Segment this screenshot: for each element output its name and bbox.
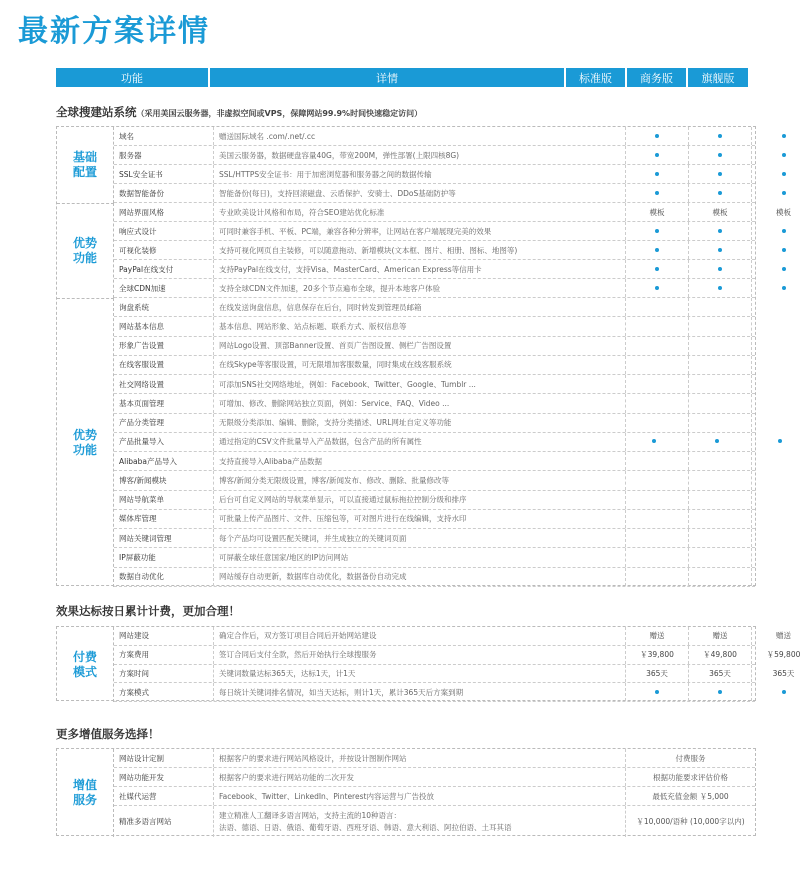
plan-cell-std	[626, 260, 689, 278]
plan-cell-std	[626, 683, 689, 701]
table-row	[114, 433, 755, 452]
table-row	[114, 317, 755, 336]
included-dot-icon	[655, 191, 659, 195]
feature-name: 产品分类管理	[114, 414, 214, 432]
feature-detail: 无限级分类添加、编辑、删除，支持分类描述、URL网址自定义等功能	[214, 414, 626, 432]
table-row	[114, 787, 755, 806]
feature-name: 产品批量导入	[114, 433, 214, 451]
included-dot-icon	[718, 172, 722, 176]
header-detail: 详情	[210, 68, 564, 87]
value-table	[56, 748, 756, 836]
table-row	[114, 298, 755, 317]
service-name: 网站设计定制	[114, 749, 214, 767]
plan-cell-flag: 模板	[776, 207, 791, 217]
feature-detail: 后台可自定义网站的导航菜单显示，可以直接通过鼠标拖拉控制分级和排序	[214, 491, 626, 509]
feature-detail: 每个产品均可设置匹配关键词，并生成独立的关键词页面	[214, 529, 626, 547]
page-title: 最新方案详情	[18, 14, 210, 49]
table-row	[114, 529, 755, 548]
included-dot-icon	[718, 134, 722, 138]
group-label: 增值 服务	[57, 749, 114, 837]
plan-cell-biz	[689, 491, 752, 509]
included-dot-icon	[655, 690, 659, 694]
feature-detail: 支持直接导入Alibaba产品数据	[214, 452, 626, 470]
feature-name: 方案费用	[114, 646, 214, 664]
table-row	[114, 356, 755, 375]
feature-name: 网站建设	[114, 627, 214, 645]
feature-detail: 智能备份(每日)，支持回滚磁盘、云盾保护、安骑士、DDoS基础防护等	[214, 184, 626, 202]
feature-name: 网站基本信息	[114, 317, 214, 335]
table-row	[114, 749, 755, 768]
group-label: 优势 功能	[57, 203, 114, 298]
plan-cell-std	[626, 317, 689, 335]
pay-table	[56, 626, 800, 701]
table-row	[114, 452, 755, 471]
feature-detail: 在线Skype等客服设置，可无限增加客服数量，同时集成在线客服系统	[214, 356, 626, 374]
plan-cell-biz	[689, 394, 752, 412]
plan-cell-std	[626, 222, 689, 240]
feature-detail: 可同时兼容手机、平板、PC端，兼容各种分辨率，让网站在客户端展现完美的效果	[214, 222, 626, 240]
plan-cell-flag	[752, 317, 800, 335]
included-dot-icon	[782, 267, 786, 271]
feature-name: SSL安全证书	[114, 165, 214, 183]
table-row	[114, 683, 755, 702]
plan-cell-std	[626, 548, 689, 566]
section-title-pay: 效果达标按日累计计费，更加合理！	[56, 604, 240, 618]
table-row	[114, 627, 791, 646]
table-row	[114, 414, 755, 433]
plan-cell-biz	[689, 548, 752, 566]
feature-detail: 可增加、修改、删除网站独立页面，例如：Service、FAQ、Video ...	[214, 394, 626, 412]
feature-detail: 可屏蔽全球任意国家/地区的IP访问网站	[214, 548, 626, 566]
system-table	[56, 126, 791, 586]
table-header	[56, 68, 756, 87]
feature-detail: 支持全球CDN文件加速，20多个节点遍布全球，提升本地客户体验	[214, 279, 626, 297]
plan-cell-biz	[689, 184, 752, 202]
feature-name: 方案时间	[114, 665, 214, 683]
feature-detail: 基本信息、网站形象、站点标题、联系方式、版权信息等	[214, 317, 626, 335]
plan-cell-flag: 赠送	[776, 631, 791, 641]
table-row	[114, 184, 755, 203]
plan-cell-biz	[689, 337, 752, 355]
feature-detail: 网站缓存自动更新，数据库自动优化，数据备份自动完成	[214, 568, 626, 586]
plan-cell-biz	[689, 683, 752, 701]
plan-cell-biz	[689, 375, 752, 393]
feature-name: 服务器	[114, 146, 214, 164]
feature-name: 域名	[114, 127, 214, 145]
table-row	[114, 127, 755, 146]
included-dot-icon	[718, 229, 722, 233]
included-dot-icon	[782, 248, 786, 252]
table-row	[114, 491, 755, 510]
feature-name: 方案模式	[114, 683, 214, 701]
plan-cell-std	[626, 184, 689, 202]
feature-name: 形象广告设置	[114, 337, 214, 355]
service-price: ￥10,000/语种 (10,000字以内)	[636, 817, 745, 826]
included-dot-icon	[655, 248, 659, 252]
included-dot-icon	[655, 286, 659, 290]
group-label: 优势 功能	[57, 298, 114, 587]
included-dot-icon	[718, 286, 722, 290]
feature-name: 网站关键词管理	[114, 529, 214, 547]
table-row	[114, 665, 795, 684]
plan-cell-flag	[752, 433, 800, 451]
included-dot-icon	[718, 267, 722, 271]
feature-detail: 确定合作后，双方签订项目合同后开始网站建设	[214, 627, 626, 645]
included-dot-icon	[655, 172, 659, 176]
table-row	[114, 337, 755, 356]
feature-name: 网站界面风格	[114, 203, 214, 221]
table-row	[114, 806, 755, 837]
feature-name: 响应式设计	[114, 222, 214, 240]
included-dot-icon	[782, 172, 786, 176]
plan-cell-biz: 365天	[689, 665, 752, 683]
plan-cell-flag	[752, 491, 800, 509]
table-row	[114, 279, 755, 298]
plan-cell-flag	[752, 184, 800, 202]
plan-cell-flag	[752, 222, 800, 240]
service-detail: Facebook、Twitter、LinkedIn、Pinterest内容运营与广告投放	[214, 787, 626, 805]
feature-detail: 网站Logo设置、顶部Banner设置、首页广告图设置、侧栏广告图设置	[214, 337, 626, 355]
table-row	[114, 165, 755, 184]
feature-detail: 博客/新闻分类无限级设置，博客/新闻发布、修改、删除、批量修改等	[214, 471, 626, 489]
included-dot-icon	[655, 267, 659, 271]
plan-cell-biz	[689, 165, 752, 183]
table-row	[114, 768, 755, 787]
service-detail-line2: 法语、德语、日语、俄语、葡萄牙语、西班牙语、韩语、意大利语、阿拉伯语、土耳其语	[219, 822, 512, 832]
feature-name: IP屏蔽功能	[114, 548, 214, 566]
included-dot-icon	[652, 439, 656, 443]
feature-name: 询盘系统	[114, 298, 214, 316]
section-title-text: 全球搜建站系统	[56, 105, 137, 119]
table-row	[114, 510, 755, 529]
service-name: 精准多语言网站	[114, 806, 214, 837]
service-detail: 根据客户的要求进行网站风格设计，并按设计图制作网站	[214, 749, 626, 767]
plan-cell-flag	[752, 165, 800, 183]
feature-name: 全球CDN加速	[114, 279, 214, 297]
included-dot-icon	[718, 690, 722, 694]
plan-cell-biz	[689, 317, 752, 335]
table-row	[114, 646, 800, 665]
plan-cell-biz	[689, 127, 752, 145]
table-row	[114, 203, 791, 222]
plan-cell-std: 赠送	[626, 627, 689, 645]
plan-cell-std	[626, 471, 689, 489]
plan-cell-std	[626, 568, 689, 586]
service-detail: 根据客户的要求进行网站功能的二次开发	[214, 768, 626, 786]
plan-cell-flag	[752, 568, 800, 586]
plan-cell-biz	[689, 222, 752, 240]
plan-cell-std	[626, 433, 689, 451]
table-row	[114, 222, 755, 241]
plan-cell-biz	[689, 279, 752, 297]
included-dot-icon	[718, 191, 722, 195]
plan-cell-std	[626, 375, 689, 393]
section-note: （采用美国云服务器，非虚拟空间或VPS，保障网站99.9%时间快速稳定访问）	[136, 109, 423, 118]
feature-name: 数据自动优化	[114, 568, 214, 586]
group-label: 基础 配置	[57, 127, 114, 203]
plan-cell-std	[626, 510, 689, 528]
plan-cell-std	[626, 165, 689, 183]
service-detail	[214, 806, 626, 837]
plan-cell-biz	[689, 568, 752, 586]
feature-detail: 赠送国际域名 .com/.net/.cc	[214, 127, 626, 145]
feature-name: 在线客服设置	[114, 356, 214, 374]
plan-cell-flag	[752, 337, 800, 355]
plan-cell-flag	[752, 414, 800, 432]
plan-cell-std	[626, 529, 689, 547]
plan-cell-biz	[689, 529, 752, 547]
plan-cell-flag	[752, 146, 800, 164]
table-row	[114, 471, 755, 490]
included-dot-icon	[782, 286, 786, 290]
plan-cell-std: ￥39,800	[626, 646, 689, 664]
plan-cell-flag	[752, 375, 800, 393]
plan-cell-biz	[689, 433, 752, 451]
plan-cell-std	[626, 241, 689, 259]
plan-cell-std	[626, 146, 689, 164]
plan-cell-biz	[689, 146, 752, 164]
plan-cell-flag: ￥59,800	[766, 650, 800, 660]
feature-detail: 在线发送询盘信息，信息保存在后台，同时转发到管理员邮箱	[214, 298, 626, 316]
plan-cell-std: 模板	[626, 203, 689, 221]
included-dot-icon	[778, 439, 782, 443]
included-dot-icon	[718, 248, 722, 252]
feature-detail: 每日统计关键词排名情况，如当天达标，则计1天，累计365天后方案到期	[214, 683, 626, 701]
plan-cell-flag	[752, 241, 800, 259]
feature-name: 媒体库管理	[114, 510, 214, 528]
plan-cell-std	[626, 279, 689, 297]
header-business: 商务版	[627, 68, 686, 87]
table-row	[114, 548, 755, 567]
plan-cell-flag	[752, 529, 800, 547]
feature-detail: 可批量上传产品图片、文件、压缩包等，可对图片进行在线编辑，支持水印	[214, 510, 626, 528]
service-price: 付费服务	[675, 753, 706, 763]
feature-name: 数据智能备份	[114, 184, 214, 202]
feature-detail: 关键词数量达标365天，达标1天，计1天	[214, 665, 626, 683]
plan-cell-flag	[752, 394, 800, 412]
feature-detail: 支持可视化网页自主装修，可以随意拖动、新增模块(文本框、图片、相册、图标、地图等)	[214, 241, 626, 259]
included-dot-icon	[655, 229, 659, 233]
feature-name: 社交网络设置	[114, 375, 214, 393]
service-price: 根据功能要求评估价格	[653, 772, 728, 782]
plan-cell-biz	[689, 260, 752, 278]
included-dot-icon	[655, 153, 659, 157]
plan-cell-biz: 模板	[689, 203, 752, 221]
table-row	[114, 146, 755, 165]
plan-cell-flag	[752, 683, 800, 701]
table-row	[114, 260, 755, 279]
plan-cell-std: 365天	[626, 665, 689, 683]
plan-cell-flag	[752, 452, 800, 470]
plan-cell-std	[626, 337, 689, 355]
feature-detail: SSL/HTTPS安全证书：用于加密浏览器和服务器之间的数据传输	[214, 165, 626, 183]
header-standard: 标准版	[566, 68, 625, 87]
table-row	[114, 394, 755, 413]
plan-cell-flag	[752, 356, 800, 374]
plan-cell-flag: 365天	[772, 668, 795, 678]
plan-cell-biz	[689, 510, 752, 528]
plan-cell-std	[626, 298, 689, 316]
feature-name: 博客/新闻模块	[114, 471, 214, 489]
section-title-value: 更多增值服务选择！	[56, 727, 160, 741]
plan-cell-flag	[752, 298, 800, 316]
feature-name: 基本页面管理	[114, 394, 214, 412]
feature-name: PayPal在线支付	[114, 260, 214, 278]
feature-detail: 通过指定的CSV文件批量导入产品数据，包含产品的所有属性	[214, 433, 626, 451]
plan-cell-biz: 赠送	[689, 627, 752, 645]
feature-detail: 美国云服务器，数据硬盘容量40G，带宽200M，弹性部署(上限四核8G)	[214, 146, 626, 164]
plan-cell-flag	[752, 279, 800, 297]
plan-cell-flag	[752, 510, 800, 528]
table-row	[114, 241, 755, 260]
service-name: 社媒代运营	[114, 787, 214, 805]
feature-name: 网站导航菜单	[114, 491, 214, 509]
plan-cell-biz	[689, 356, 752, 374]
feature-name: Alibaba产品导入	[114, 452, 214, 470]
plan-cell-flag	[752, 127, 800, 145]
service-name: 网站功能开发	[114, 768, 214, 786]
included-dot-icon	[782, 191, 786, 195]
feature-detail: 可添加SNS社交网络地址，例如：Facebook、Twitter、Google、Tumblr ...	[214, 375, 626, 393]
plan-cell-biz: ￥49,800	[689, 646, 752, 664]
included-dot-icon	[655, 134, 659, 138]
plan-cell-std	[626, 356, 689, 374]
plan-cell-std	[626, 491, 689, 509]
included-dot-icon	[782, 153, 786, 157]
table-row	[114, 375, 755, 394]
plan-cell-flag	[752, 471, 800, 489]
group-label: 付费 模式	[57, 627, 114, 702]
plan-cell-biz	[689, 452, 752, 470]
feature-detail: 专业欧美设计风格和布局，符合SEO建站优化标准	[214, 203, 626, 221]
included-dot-icon	[718, 153, 722, 157]
plan-cell-biz	[689, 298, 752, 316]
service-detail-line1: 建立精准人工翻译多语言网站，支持主流的10种语言：	[219, 810, 402, 820]
plan-cell-biz	[689, 414, 752, 432]
section-title-system	[56, 104, 422, 120]
plan-cell-std	[626, 127, 689, 145]
plan-cell-biz	[689, 241, 752, 259]
plan-cell-flag	[752, 548, 800, 566]
included-dot-icon	[782, 690, 786, 694]
plan-cell-flag	[752, 260, 800, 278]
table-row	[114, 568, 755, 587]
included-dot-icon	[782, 229, 786, 233]
header-flagship: 旗舰版	[688, 68, 748, 87]
feature-detail: 签订合同后支付全款，然后开始执行全球搜服务	[214, 646, 626, 664]
feature-name: 可视化装修	[114, 241, 214, 259]
service-price: 最低充值金额 ￥5,000	[652, 791, 729, 801]
included-dot-icon	[782, 134, 786, 138]
plan-cell-std	[626, 394, 689, 412]
included-dot-icon	[715, 439, 719, 443]
plan-cell-std	[626, 414, 689, 432]
plan-cell-biz	[689, 471, 752, 489]
plan-cell-std	[626, 452, 689, 470]
header-feature: 功能	[56, 68, 208, 87]
feature-detail: 支持PayPal在线支付，支持Visa、MasterCard、American Express等信用卡	[214, 260, 626, 278]
